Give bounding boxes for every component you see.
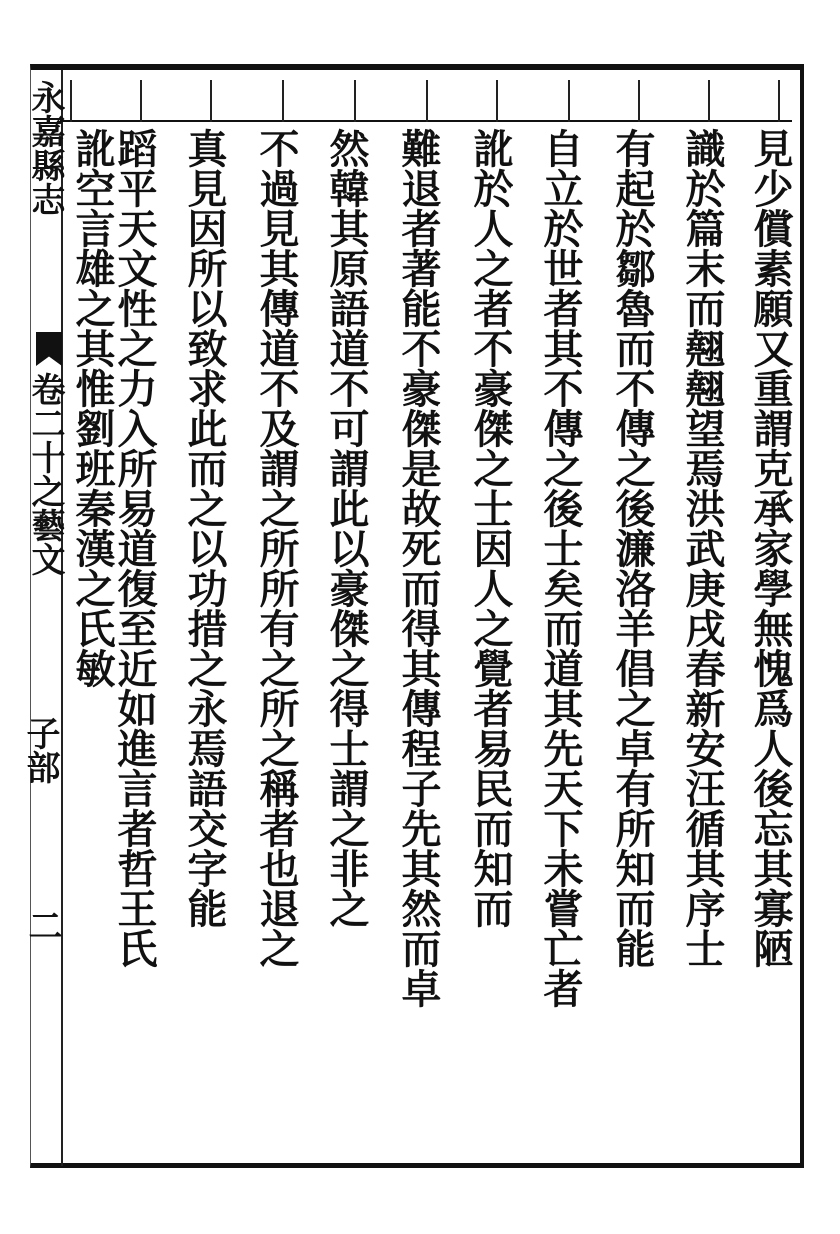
text-column: 難退者著能不豪傑是故死而得其傳程子先其然而卓 — [395, 128, 442, 1008]
text-column: 訛空言雄之其惟劉班秦漢之氏敏 — [69, 128, 116, 688]
text-column: 真見因所以致求此而之以功措之永焉語交字能 — [181, 128, 228, 928]
column-tick — [568, 80, 570, 122]
book-title: 永嘉縣志 — [25, 80, 65, 216]
column-tick — [282, 80, 284, 122]
text-column: 自立於世者其不傳之後士矣而道其先天下未嘗亡者 — [537, 128, 584, 1008]
column-tick — [210, 80, 212, 122]
text-column: 蹈平天文性之力入所易道復至近如進言者哲王氏 — [111, 128, 158, 968]
text-column: 識於篇末而翹翹望焉洪武庚戌春新安汪循其序士 — [679, 128, 726, 968]
sub-section: 子部 — [20, 716, 60, 784]
fishtail-margin — [20, 70, 65, 1166]
text-column: 有起於鄒魯而不傳之後濂洛羊倡之卓有所知而能 — [609, 128, 656, 968]
column-tick — [140, 80, 142, 122]
column-tick — [708, 80, 710, 122]
column-tick — [638, 80, 640, 122]
top-header-band — [60, 70, 792, 122]
text-column: 不過見其傳道不及謂之所所有之所之稱者也退之 — [253, 128, 300, 968]
column-tick — [354, 80, 356, 122]
text-column: 訛於人之者不豪傑之士因人之覺者易民而知而 — [467, 128, 514, 928]
page-number: 二 — [22, 908, 62, 942]
column-tick — [70, 80, 72, 122]
column-tick — [426, 80, 428, 122]
column-tick — [778, 80, 780, 122]
text-column: 見少償素願又重謂克承家學無愧爲人後忘其寡陋 — [747, 128, 794, 968]
text-column: 然韓其原語道不可謂此以豪傑之得士謂之非之 — [323, 128, 370, 928]
volume-section: 卷二十之藝文 — [25, 372, 65, 576]
column-tick — [496, 80, 498, 122]
